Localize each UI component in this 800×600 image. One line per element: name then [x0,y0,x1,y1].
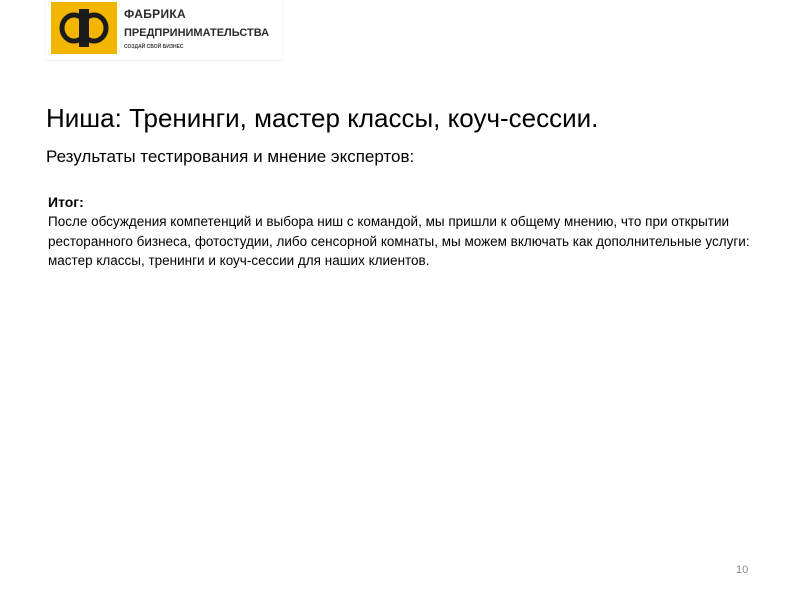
slide-subtitle: Результаты тестирования и мнение экспертов: [46,147,415,166]
brand-logo [46,0,282,60]
ff-monogram-glyph [57,4,111,52]
brand-tagline: СОЗДАЙ СВОЙ БИЗНЕС [124,44,184,50]
slide-title: Ниша: Тренинги, мастер классы, коуч-сессии. [46,103,599,133]
ff-monogram-icon [51,2,117,54]
summary-heading: Итог: [48,194,84,210]
brand-wordmark [124,7,269,51]
slide-page-number: 10 [736,564,749,576]
brand-name-line1: ФАБРИКА [124,7,186,21]
brand-name-line2: ПРЕДПРИНИМАТЕЛЬСТВА [124,27,270,39]
summary-block [48,193,778,271]
summary-text: После обсуждения компетенций и выбора ниш с командой, мы пришли к общему мнению, что при открытии ресторанного бизнеса, фотостудии, либо сенсорной комнаты, мы можем включать как дополнительные услуги: мастер классы, тренинги и коуч-сессии для наших клиентов. [48,214,750,269]
